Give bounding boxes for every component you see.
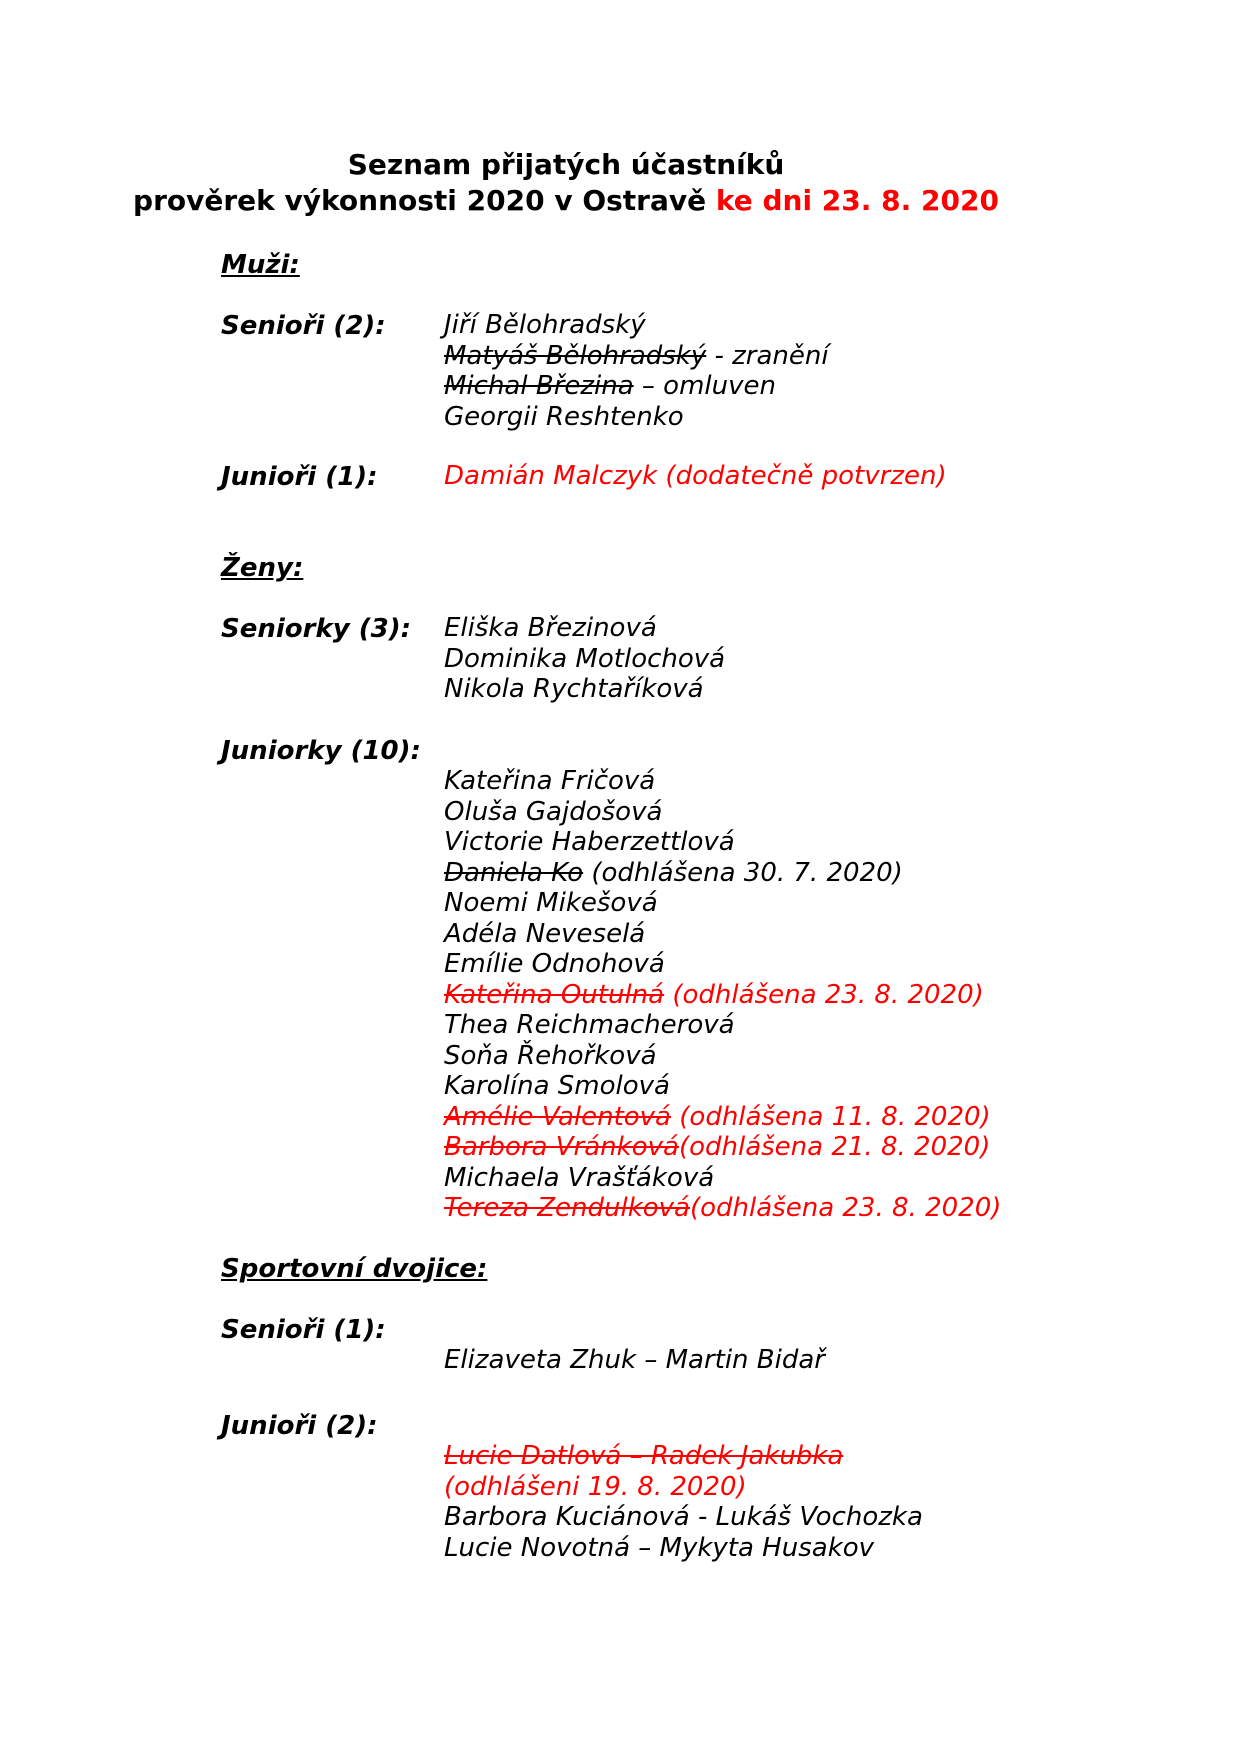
participant-name: Damián Malczyk (dodatečně potvrzen) bbox=[444, 461, 947, 491]
list-item bbox=[444, 613, 725, 644]
participant-name: Karolína Smolová bbox=[444, 1071, 670, 1101]
list-item bbox=[444, 1533, 923, 1564]
list-item bbox=[444, 674, 725, 705]
pair-name: Barbora Kuciánová - Lukáš Vochozka bbox=[444, 1502, 923, 1532]
names-list-zeny-seniorky bbox=[444, 613, 725, 705]
participant-name: Adéla Neveselá bbox=[444, 918, 646, 949]
list-item bbox=[444, 1102, 1001, 1133]
list-item bbox=[444, 1193, 1001, 1224]
list-item bbox=[444, 949, 1001, 980]
participant-name: Noemi Mikešová bbox=[444, 888, 658, 918]
participant-name: Oluša Gajdošová bbox=[444, 796, 663, 827]
participant-name: Georgii Reshtenko bbox=[444, 401, 684, 432]
participant-note: - zranění bbox=[706, 340, 829, 371]
list-item bbox=[444, 858, 1001, 889]
participant-name: Dominika Motlochová bbox=[444, 643, 726, 674]
list-item bbox=[444, 1502, 923, 1533]
list-item bbox=[444, 1132, 1001, 1163]
participant-note: – omluven bbox=[633, 371, 776, 401]
participant-note: (odhlášena 21. 8. 2020) bbox=[678, 1132, 991, 1162]
participant-name: Emílie Odnohová bbox=[444, 949, 665, 979]
participant-name-struck: Barbora Vránková bbox=[444, 1132, 679, 1162]
participant-name-struck: Daniela Ko bbox=[444, 857, 584, 888]
list-item bbox=[444, 644, 725, 675]
section-heading-dvojice: Sportovní dvojice: bbox=[221, 1254, 488, 1284]
section-heading-zeny: Ženy: bbox=[221, 553, 304, 583]
list-item bbox=[444, 766, 1001, 797]
title-text: Seznam přijatých účastníků bbox=[347, 148, 785, 181]
list-item bbox=[444, 1163, 1001, 1194]
names-list-muzi-seniori bbox=[444, 310, 829, 432]
participant-name-struck: Amélie Valentová bbox=[444, 1101, 671, 1132]
list-item bbox=[444, 1345, 825, 1376]
participant-name: Thea Reichmacherová bbox=[444, 1010, 735, 1040]
participant-note: (odhlášena 23. 8. 2020) bbox=[689, 1193, 1002, 1223]
list-item bbox=[444, 1071, 1001, 1102]
list-item bbox=[444, 341, 829, 372]
participant-note: (odhlášena 11. 8. 2020) bbox=[671, 1101, 991, 1132]
names-list-dvojice-seniori bbox=[444, 1345, 825, 1376]
list-item bbox=[444, 919, 1001, 950]
pair-name-struck: Lucie Datlová – Radek Jakubka bbox=[444, 1441, 844, 1471]
participant-name: Victorie Haberzettlová bbox=[444, 827, 735, 857]
title-date: ke dni 23. 8. 2020 bbox=[715, 184, 999, 217]
title-line-1 bbox=[0, 148, 1132, 182]
participant-name-struck: Kateřina Outulná bbox=[444, 979, 665, 1010]
list-item bbox=[444, 1472, 923, 1503]
title-text-prefix: prověrek výkonnosti 2020 v Ostravě bbox=[133, 184, 716, 217]
list-item bbox=[444, 1041, 1001, 1072]
group-label-dvojice-juniori: Junioři (2): bbox=[221, 1411, 378, 1441]
group-label-zeny-juniorky: Juniorky (10): bbox=[221, 736, 421, 766]
list-item bbox=[444, 310, 829, 341]
pair-name: Lucie Novotná – Mykyta Husakov bbox=[444, 1532, 875, 1563]
group-label-zeny-seniorky: Seniorky (3): bbox=[221, 614, 412, 644]
title-line-2 bbox=[0, 184, 1132, 218]
participant-note: (odhlášeni 19. 8. 2020) bbox=[444, 1471, 747, 1502]
list-item bbox=[444, 1441, 923, 1472]
participant-name: Nikola Rychtaříková bbox=[444, 674, 704, 704]
participant-note: (odhlášena 23. 8. 2020) bbox=[664, 979, 984, 1010]
list-item bbox=[444, 461, 947, 492]
participant-name-struck: Matyáš Bělohradský bbox=[444, 340, 707, 371]
list-item bbox=[444, 797, 1001, 828]
group-label-muzi-juniori: Junioři (1): bbox=[221, 462, 378, 492]
participant-name: Jiří Bělohradský bbox=[444, 310, 646, 340]
participant-note: (odhlášena 30. 7. 2020) bbox=[583, 857, 903, 888]
list-item bbox=[444, 827, 1001, 858]
participant-name: Kateřina Fričová bbox=[444, 766, 656, 796]
participant-name-struck: Michal Březina bbox=[444, 371, 634, 401]
participant-name: Soňa Řehořková bbox=[444, 1040, 657, 1071]
list-item bbox=[444, 371, 829, 402]
section-heading-muzi: Muži: bbox=[221, 250, 300, 280]
list-item bbox=[444, 1010, 1001, 1041]
participant-name: Michaela Vrašťáková bbox=[444, 1162, 715, 1193]
participant-name: Eliška Březinová bbox=[444, 613, 657, 643]
list-item bbox=[444, 980, 1001, 1011]
names-list-dvojice-juniori bbox=[444, 1441, 923, 1563]
pair-name: Elizaveta Zhuk – Martin Bidař bbox=[444, 1345, 825, 1375]
group-label-muzi-seniori: Senioři (2): bbox=[221, 311, 386, 341]
participant-name-struck: Tereza Zendulková bbox=[444, 1193, 690, 1223]
group-label-dvojice-seniori: Senioři (1): bbox=[221, 1315, 386, 1345]
list-item bbox=[444, 888, 1001, 919]
list-item bbox=[444, 402, 829, 433]
names-list-zeny-juniorky bbox=[444, 766, 1001, 1224]
names-list-muzi-juniori bbox=[444, 461, 947, 492]
